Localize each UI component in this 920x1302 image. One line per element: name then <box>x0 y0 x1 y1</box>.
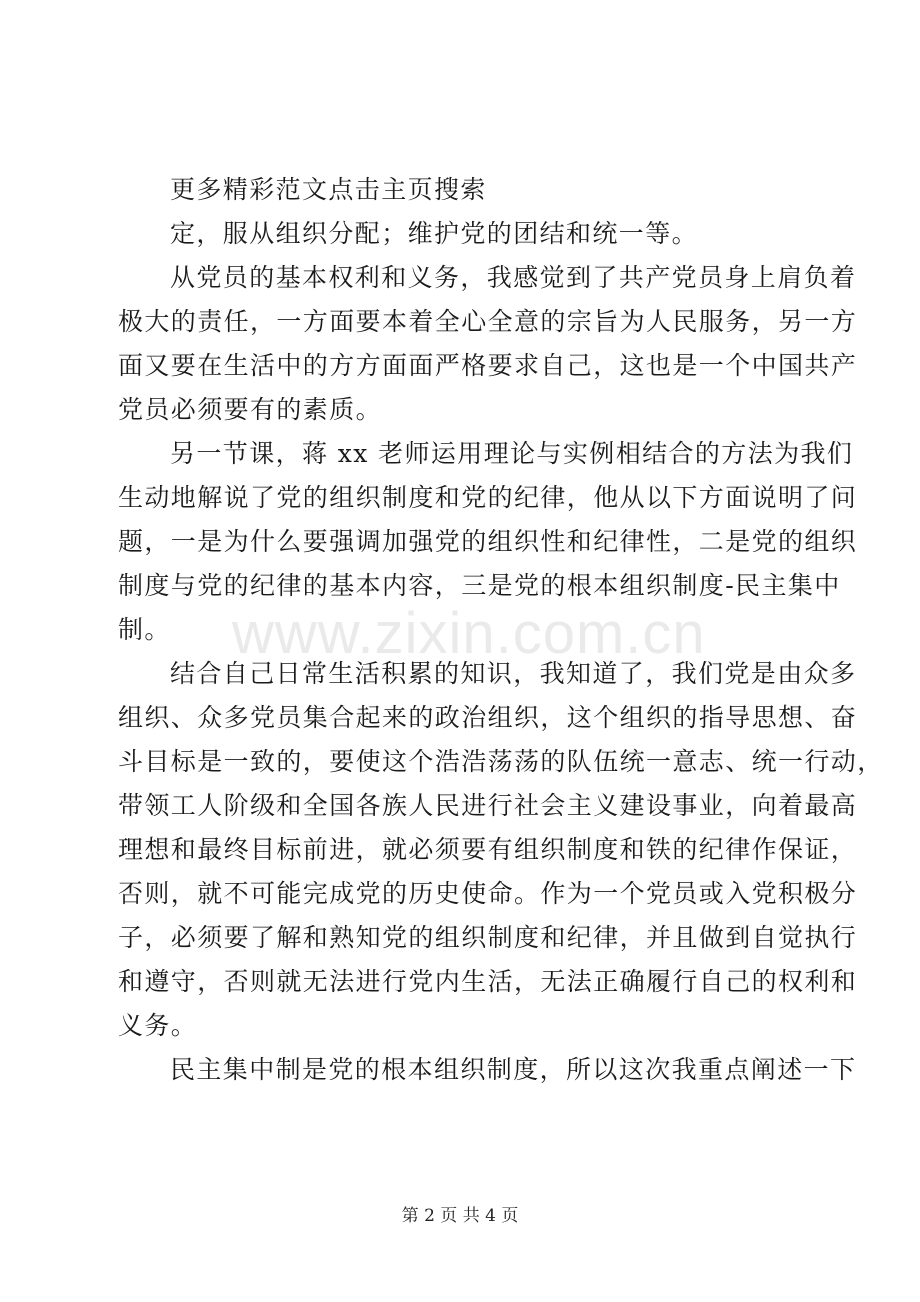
paragraph-line: 否则，就不可能完成党的历史使命。作为一个党员或入党积极分 <box>118 879 858 908</box>
page-footer: 第 2 页 共 4 页 <box>401 1206 519 1226</box>
paragraph-line: 生动地解说了党的组织制度和党的纪律，他从以下方面说明了问 <box>118 483 858 512</box>
paragraph-1 <box>118 212 808 256</box>
paragraph-line: 制度与党的纪律的基本内容，三是党的根本组织制度-民主集中 <box>118 571 841 600</box>
paragraph-line: 组织、众多党员集合起来的政治组织，这个组织的指导思想、奋 <box>118 703 858 732</box>
paragraph-line: 斗目标是一致的，要使这个浩浩荡荡的队伍统一意志、统一行动， <box>118 747 884 776</box>
header-link[interactable] <box>118 168 808 212</box>
paragraph-line: 结合自己日常生活积累的知识，我知道了，我们党是由众多 <box>170 659 857 688</box>
paragraph-line: 和遵守，否则就无法进行党内生活，无法正确履行自己的权利和 <box>118 967 858 996</box>
paragraph-line: 面又要在生活中的方方面面严格要求自己，这也是一个中国共产 <box>118 351 858 380</box>
paragraph-line: 民主集中制是党的根本组织制度，所以这次我重点阐述一下 <box>170 1055 857 1084</box>
paragraph-line: 党员必须要有的素质。 <box>118 395 383 424</box>
paragraph-line: 带领工人阶级和全国各族人民进行社会主义建设事业，向着最高 <box>118 791 858 820</box>
paragraph-line: 理想和最终目标前进，就必须要有组织制度和铁的纪律作保证， <box>118 835 858 864</box>
paragraph-line: 制。 <box>118 615 171 644</box>
paragraph-2 <box>118 256 858 432</box>
paragraph-line: 从党员的基本权利和义务，我感觉到了共产党员身上肩负着 <box>170 263 857 292</box>
paragraph-line: 子，必须要了解和熟知党的组织制度和纪律，并且做到自觉执行 <box>118 923 858 952</box>
paragraph-line: 义务。 <box>118 1011 198 1040</box>
paragraph-line: 题，一是为什么要强调加强党的组织性和纪律性，二是党的组织 <box>118 527 858 556</box>
header-link-text[interactable]: 更多精彩范文点击主页搜索 <box>170 175 487 204</box>
paragraph-4 <box>118 652 884 1048</box>
paragraph-line: 另一节课，蒋 xx 老师运用理论与实例相结合的方法为我们 <box>170 439 854 468</box>
paragraph-line: 定，服从组织分配；维护党的团结和统一等。 <box>170 219 699 248</box>
watermark: www.zixin.com.cn <box>232 601 706 666</box>
paragraph-5 <box>118 1048 857 1092</box>
paragraph-line: 极大的责任，一方面要本着全心全意的宗旨为人民服务，另一方 <box>118 307 858 336</box>
